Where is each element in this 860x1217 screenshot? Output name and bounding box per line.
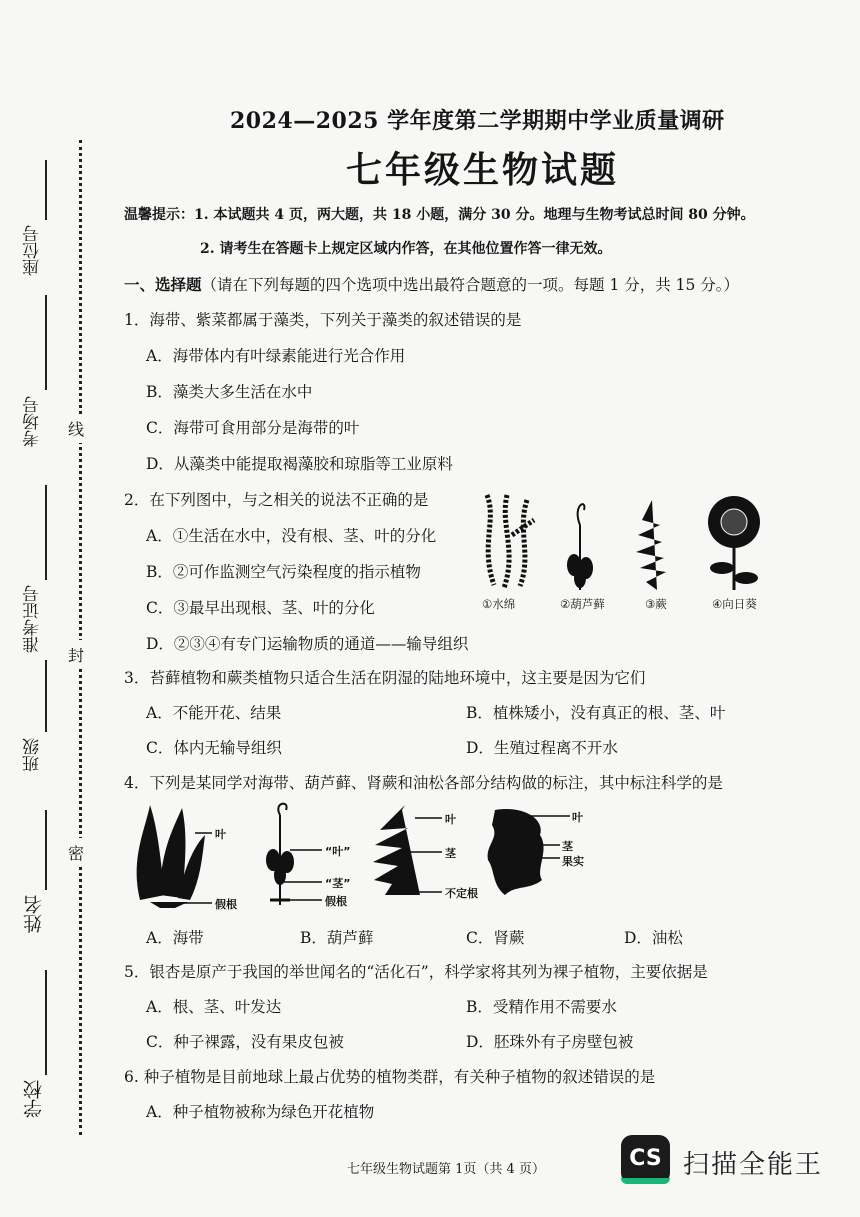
subject-title: 七年级生物试题 — [346, 150, 620, 191]
pine-anno-fruit: 果实 — [562, 855, 584, 868]
section-title: 一、选择题 — [124, 275, 202, 294]
moss-drawing — [568, 504, 592, 590]
q2-label-sunflower: ④向日葵 — [712, 597, 757, 611]
cut-mark-secret: 密 — [68, 838, 84, 867]
spirogyra-drawing — [487, 495, 534, 588]
q5-option-d: D．胚珠外有子房壁包被 — [466, 1033, 634, 1051]
ticket-number-label: 准考证号 — [23, 585, 43, 653]
q2-label-fern: ③蕨 — [645, 597, 667, 611]
school-label: 学校 — [23, 1080, 45, 1118]
q5-stem: 5．银杏是原产于我国的举世闻名的“活化石”，科学家将其列为裸子植物，主要依据是 — [124, 963, 708, 981]
cut-mark-seal: 封 — [68, 640, 84, 669]
section-heading — [124, 273, 739, 295]
q2-option-a: A．①生活在水中，没有根、茎、叶的分化 — [146, 527, 437, 545]
class-line — [45, 660, 47, 732]
q4-stem: 4．下列是某同学对海带、葫芦藓、肾蕨和油松各部分结构做的标注，其中标注科学的是 — [124, 774, 723, 792]
q2-plant-figures — [472, 490, 772, 595]
moss-anno-leaf: “叶” — [325, 845, 351, 858]
tip-line-2: 2. 请考生在答题卡上规定区域内作答，在其他位置作答一律无效。 — [200, 241, 612, 257]
q1-option-c: C．海带可食用部分是海带的叶 — [146, 419, 360, 437]
name-line — [45, 810, 47, 890]
moss-anno-stem: “茎” — [325, 877, 351, 890]
q1-option-b: B．藻类大多生活在水中 — [146, 383, 313, 401]
fern-drawing — [636, 500, 666, 590]
q5-option-a: A．根、茎、叶发达 — [146, 998, 282, 1016]
section-instruction: （请在下列每题的四个选项中选出最符合题意的一项。每题 1 分，共 15 分。） — [201, 276, 740, 294]
q2-label-moss: ②葫芦藓 — [560, 597, 605, 611]
camscanner-badge-text: CS — [629, 1146, 662, 1171]
cut-mark-line: 线 — [68, 414, 84, 443]
tip-line-1: 温馨提示：1. 本试题共 4 页，两大题，共 18 小题，满分 30 分。地理与生物考试总时间 80 分钟。 — [124, 207, 755, 223]
school-line — [45, 970, 47, 1075]
sunflower-drawing — [708, 496, 760, 590]
exam-room-label: 考场号 — [23, 396, 43, 447]
q3-option-b: B．植株矮小，没有真正的根、茎、叶 — [466, 704, 726, 722]
cut-dotted-line — [79, 140, 82, 1135]
moss-anno-rhizoid: 假根 — [325, 895, 347, 908]
q4-option-a: A．海带 — [146, 929, 204, 947]
fern-anno-leaf: 叶 — [445, 813, 456, 826]
q2-option-d: D．②③④有专门运输物质的通道——输导组织 — [146, 635, 469, 653]
q2-stem: 2．在下列图中，与之相关的说法不正确的是 — [124, 491, 429, 509]
seat-number-line — [45, 160, 47, 220]
exam-title: 2024—2025 学年度第二学期期中学业质量调研 — [230, 108, 725, 134]
q2-option-b: B．②可作监测空气污染程度的指示植物 — [146, 563, 421, 581]
kelp-anno-rhizoid: 假根 — [215, 898, 237, 911]
q4-option-b: B．葫芦藓 — [300, 929, 374, 947]
q3-option-d: D．生殖过程离不开水 — [466, 739, 618, 757]
q1-stem: 1．海带、紫菜都属于藻类，下列关于藻类的叙述错误的是 — [124, 311, 522, 329]
camscanner-logo-icon — [621, 1135, 670, 1184]
q5-option-c: C．种子裸露，没有果皮包被 — [146, 1033, 344, 1051]
pine-drawing — [488, 809, 544, 895]
class-label: 班级 — [23, 738, 43, 772]
moss-plant-drawing — [267, 804, 293, 905]
pine-anno-leaf: 叶 — [572, 811, 583, 824]
fern-anno-adventitious-root: 不定根 — [445, 887, 478, 900]
q4-option-d: D．油松 — [624, 929, 683, 947]
q2-option-c: C．③最早出现根、茎、叶的分化 — [146, 599, 375, 617]
q4-plant-figures — [130, 800, 610, 910]
page-footer: 七年级生物试题第 1页（共 4 页） — [347, 1162, 545, 1177]
name-label: 姓名 — [23, 895, 45, 933]
q6-stem: 6. 种子植物是目前地球上最占优势的植物类群，有关种子植物的叙述错误的是 — [124, 1068, 656, 1086]
q3-stem: 3．苔藓植物和蕨类植物只适合生活在阴湿的陆地环境中，这主要是因为它们 — [124, 669, 646, 687]
exam-room-line — [45, 295, 47, 390]
fern-anno-stem: 茎 — [445, 847, 456, 860]
kidney-fern-drawing — [373, 805, 420, 895]
q6-option-a: A．种子植物被称为绿色开花植物 — [146, 1103, 375, 1121]
q1-option-d: D．从藻类中能提取褐藻胶和琼脂等工业原料 — [146, 455, 453, 473]
q1-option-a: A．海带体内有叶绿素能进行光合作用 — [146, 347, 406, 365]
camscanner-brand-text: 扫描全能王 — [683, 1150, 824, 1180]
q2-label-spirogyra: ①水绵 — [482, 597, 516, 611]
kelp-drawing — [137, 805, 205, 908]
seat-number-label: 座位号 — [23, 225, 43, 276]
kelp-anno-leaf: 叶 — [215, 828, 226, 841]
q4-option-c: C．肾蕨 — [466, 929, 525, 947]
q3-option-c: C．体内无输导组织 — [146, 739, 282, 757]
ticket-number-line — [45, 485, 47, 580]
binding-strip — [0, 0, 100, 1217]
pine-anno-stem: 茎 — [562, 840, 573, 853]
q5-option-b: B．受精作用不需要水 — [466, 998, 617, 1016]
q3-option-a: A．不能开花、结果 — [146, 704, 282, 722]
